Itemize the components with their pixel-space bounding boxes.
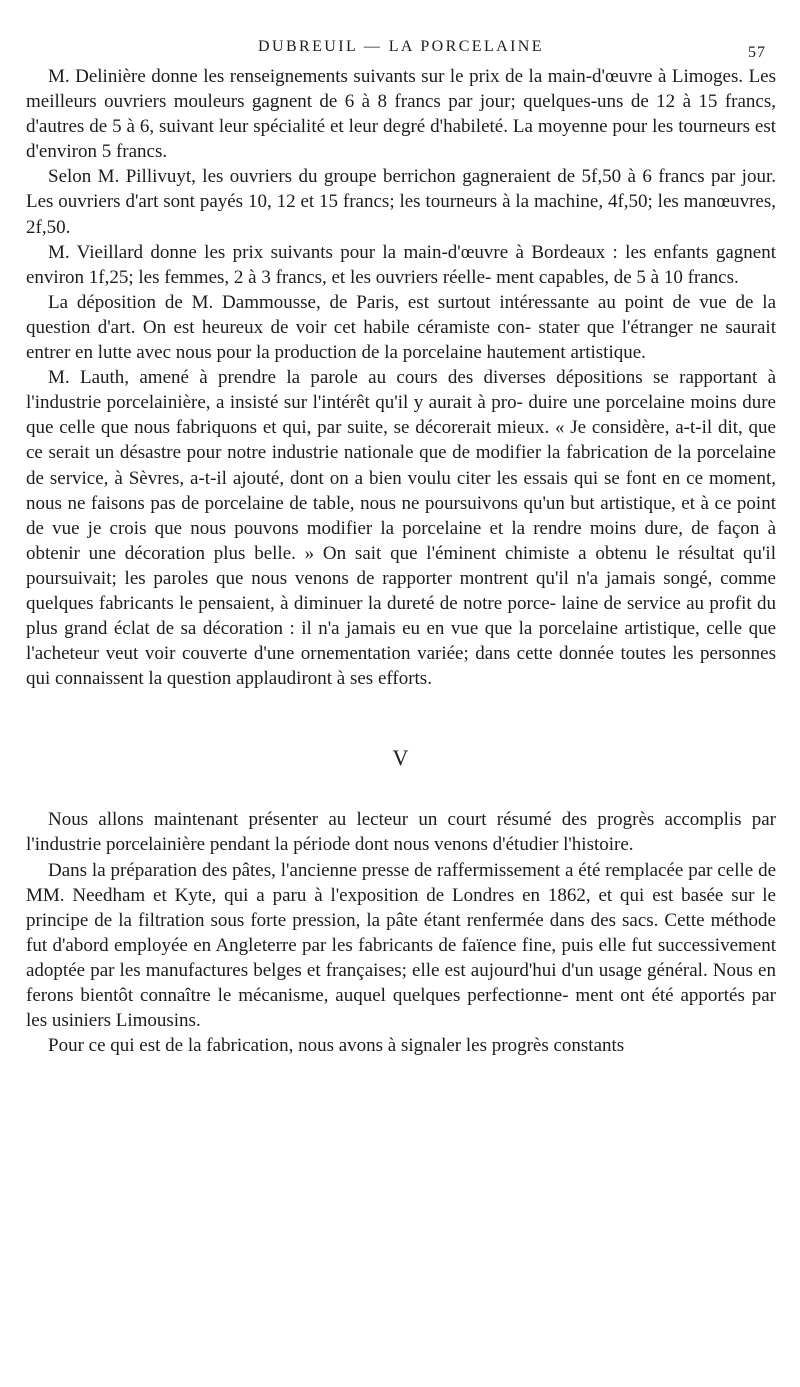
paragraph-dammousse: La déposition de M. Dammousse, de Paris, est surtout intéressante au point de vue de la question d'art. On est heureux de voir cet habile céramiste con- stater que l'étranger ne saurait entrer en lutte avec nous pour la production de la porcelaine hautement artistique. <box>26 291 776 364</box>
paragraph-resume: Nous allons maintenant présenter au lecteur un court résumé des progrès accomplis par l'industrie porcelainière pendant la période dont nous venons d'étudier l'histoire. <box>26 809 776 856</box>
paragraph-pillivuyt: Selon M. Pillivuyt, les ouvriers du groupe berrichon gagneraient de 5f,50 à 6 francs par jour. Les ouvriers d'art sont payés 10, 12 et 15 francs; les tourneurs à la machine, 4f,50; les manœuvres, 2f,50. <box>26 166 776 238</box>
paragraph-lauth: M. Lauth, amené à prendre la parole au cours des diverses dépositions se rapportant à l'industrie porcelainière, a insisté sur l'intérêt qu'il y aurait à pro- duire une porcelaine moins dure que celle que nous fabriquons et qui, par suite, se décorerait mieux. « Je considère, a-t-il dit, que ce serait un désastre pour notre industrie nationale que de modifier la fabrication de la porcelaine de service, à Sèvres, a-t-il ajouté, dont on a bien voulu citer les essais qui se font en ce moment, nous ne faisons pas de porcelaine de table, nous ne poursuivons qu'un but artistique, et à ce point de vue je crois que nous pouvons modifier la porcelaine et la rendre moins dure, de façon à obtenir une décoration plus belle. » On sait que l'éminent chimiste a obtenu le résultat qu'il poursuivait; les paroles que nous venons de rapporter montrent qu'il n'a jamais songé, comme quelques fabricants le pensaient, à diminuer la dureté de notre porce- laine de service au profit du plus grand éclat de sa décoration : il n'a jamais eu en vue que la porcelaine artistique, celle que l'acheteur veut voir couverte d'une ornementation variée; dans cette donnée toutes les personnes qui connaissent la question applaudiront à ses efforts. <box>26 367 776 690</box>
paragraph-preparation-pates: Dans la préparation des pâtes, l'ancienne presse de raffermissement a été remplacée par celle de MM. Needham et Kyte, qui a paru à l'exposition de Londres en 1862, et qui est basée sur le principe de la filtration sous forte pression, la pâte étant renfermée dans des sacs. Cette méthode fut d'abord employée en Angleterre par les fabricants de faïence fine, puis elle fut successivement adoptée par les manufactures belges et françaises; elle est aujourd'hui d'un usage général. Nous en ferons bientôt connaître le mécanisme, auquel quelques perfectionne- ment ont été apportés par les usiniers Limousins. <box>26 859 776 1032</box>
running-title: DUBREUIL — LA PORCELAINE <box>258 38 544 55</box>
paragraph-deliniere: M. Delinière donne les renseignements suivants sur le prix de la main-d'œuvre à Limoges. Les meilleurs ouvriers mouleurs gagnent de 6 à 8 francs par jour; quelques-uns de 12 à 15 francs, d'autres de 5 à 6, suivant leur spécialité et leur degré d'habileté. La moyenne pour les tourneurs est d'environ 5 francs. <box>26 66 776 163</box>
section-heading: V <box>392 745 410 771</box>
page-header <box>26 0 776 64</box>
paragraph-fabrication: Pour ce qui est de la fabrication, nous avons à signaler les progrès constants <box>48 1035 625 1057</box>
paragraph-vieillard: M. Vieillard donne les prix suivants pour la main-d'œuvre à Bordeaux : les enfants gagnent environ 1f,25; les femmes, 2 à 3 francs, et les ouvriers réelle- ment capables, de 5 à 10 francs. <box>26 241 776 288</box>
text-body-after-section <box>26 807 776 1058</box>
text-body-before-section <box>26 64 776 691</box>
page-number: 57 <box>748 44 766 61</box>
